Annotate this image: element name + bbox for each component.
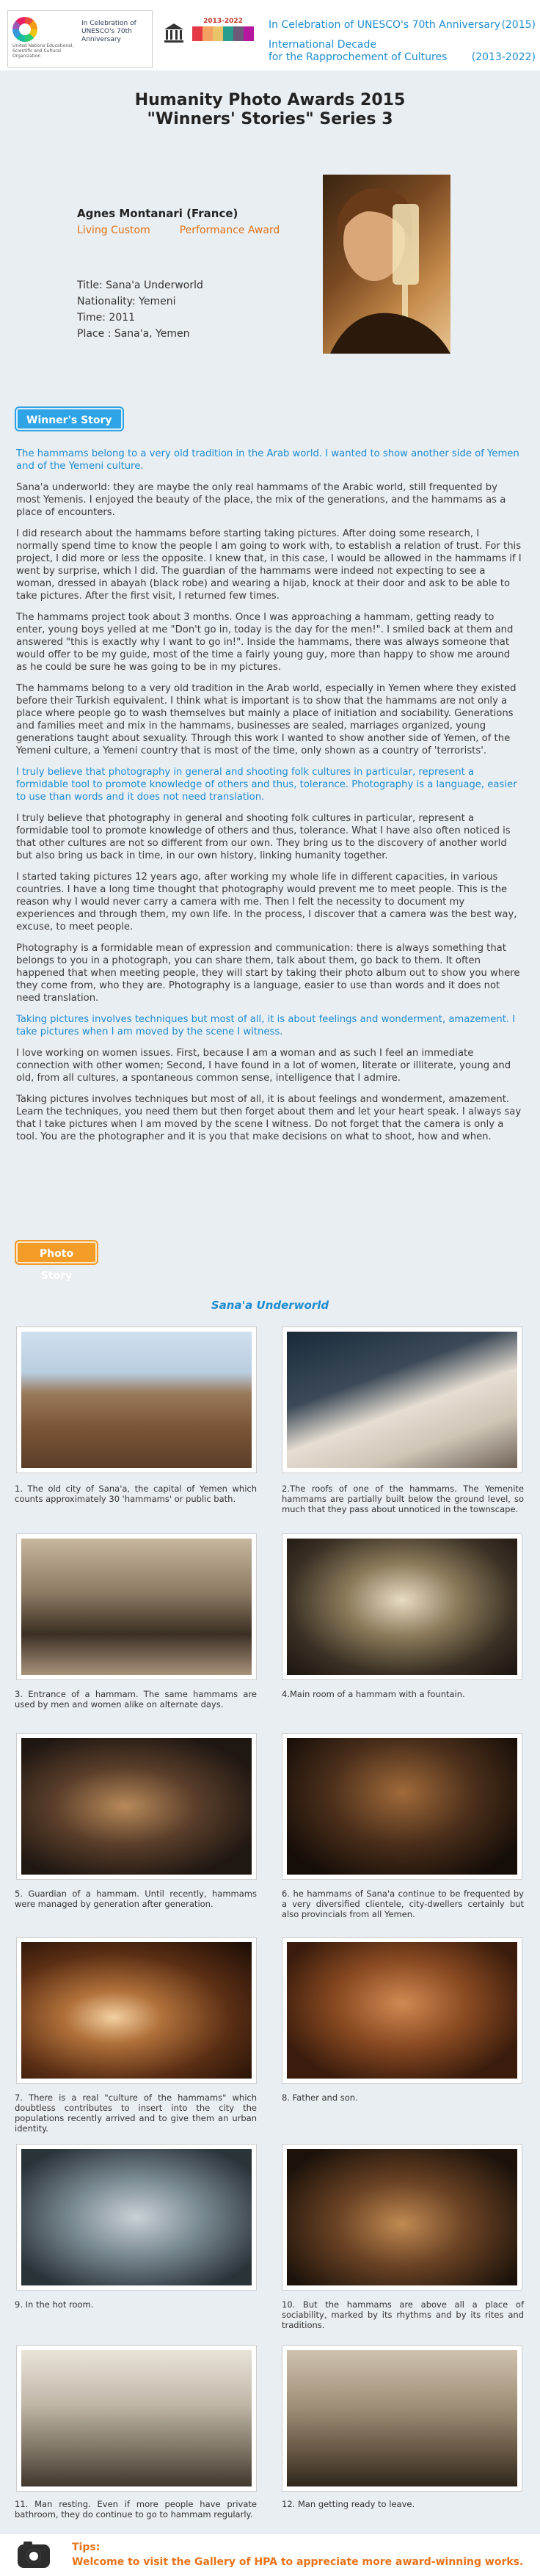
footer: [0, 2534, 540, 2576]
caption-12: 12. Man getting ready to leave.: [282, 2499, 415, 2509]
meta-nationality: Nationality: Yemeni: [77, 296, 176, 307]
story-paragraph: I truly believe that photography in general and shooting folk cultures in particular, represent a formidable tool to promote knowledge of others and thus, tolerance. What I have also often noticed is that other cultures are not so different from our own. They bring us to the discovery of another world but also bring us back in time, in our own history, linking humanity together.: [16, 813, 511, 861]
caption-11: 11. Man resting. Even if more people have private bathroom, they do continue to go to hammam regularly.: [15, 2499, 257, 2520]
caption-3: 3. Entrance of a hammam. The same hammams are used by men and women alike on alternate days.: [15, 1689, 257, 1710]
gallery-photo-4: [282, 1533, 522, 1680]
header: [0, 0, 540, 70]
story-quote: Taking pictures involves techniques but most of all, it is about feelings and wonderment, amazement. I take pictures when I am moved by the scene I witness.: [16, 1014, 516, 1037]
page-title: [0, 91, 540, 129]
photo-meta: [77, 277, 203, 342]
story-paragraph: Sana'a underworld: they are maybe the only real hammams of the Arabic world, still frequented by most Yemenis. I enjoyed the beauty of the place, the mix of the generations, and the hammams as a place of encounters.: [16, 482, 506, 518]
award-name: Performance Award: [179, 225, 280, 236]
camera-icon: [18, 2544, 50, 2568]
unesco-anniversary-logo: [7, 10, 153, 67]
story-intro: The hammams belong to a very old tradition in the Arab world. I wanted to show another side of Yemen and of the Yemeni culture.: [16, 448, 519, 472]
color-wheel-icon: [12, 17, 37, 42]
story-quote: I truly believe that photography in general and shooting folk cultures in particular, represent a formidable tool to promote knowledge of others and thus, tolerance. Photography is a language, easier to use than words and it does not need translation.: [16, 767, 517, 803]
celebration-text: [269, 19, 536, 64]
story-paragraph: I did research about the hammams before starting taking pictures. After doing some research, I normally spend time to know the people I am going to work with, to establish a relation of trust. For this project, I did more or less the opposite. I knew that, in this case, I would be allowed in the hammams if I went by surprise, which I did. The guardian of the hammams were indeed not expecting to see a woman, dressed in abayah (black robe) and wearing a hijab, knock at their door and ask to be able to take pictures. After the first visit, I returned few times.: [16, 528, 522, 602]
title-line2: "Winners' Stories" Series 3: [147, 110, 393, 128]
award-category: Living Custom: [77, 225, 150, 236]
meta-title: Title: Sana'a Underworld: [77, 280, 203, 291]
caption-6: 6. he hammams of Sana'a continue to be frequented by a very diversified clientele, city-dwellers certainly but also provincials from all Yemen.: [282, 1889, 524, 1919]
gallery-photo-8: [282, 1937, 522, 2084]
story-paragraph: Photography is a formidable mean of expression and communication: there is always something that belongs to you in a photograph, you can share them, talk about them, go back to them. It often happened that when meeting people, they will start by taking their photo album out to show you where they come from, who they are. Photography is a language, easier to use than words and it does not need translation.: [16, 943, 520, 1004]
meta-time: Time: 2011: [77, 312, 136, 324]
gallery-photo-12: [282, 2345, 522, 2492]
gallery-title: Sana'a Underworld: [211, 1299, 329, 1312]
story-paragraph: I started taking pictures 12 years ago, after working my whole life in different capacities, in various countries. I have a long time thought that photography would prevent me to meet people. This is the reason why I would never carry a camera with me. Then I felt the necessity to document my experiences and through them, my own life. In the process, I discover that a camera was the best way, excuse, to meet people.: [16, 872, 517, 933]
awards: [77, 225, 280, 236]
gallery-photo-3: [16, 1533, 257, 1680]
caption-1: 1. The old city of Sana'a, the capital of Yemen which counts approximately 30 'hammams' or public bath.: [15, 1484, 257, 1504]
caption-8: 8. Father and son.: [282, 2092, 358, 2103]
title-line1: Humanity Photo Awards 2015: [134, 91, 406, 109]
story-paragraph: The hammams project took about 3 months. Once I was approaching a hammam, getting ready to enter, young boys yelled at me "Don't go in, today is the day for the men!". I smiled back at them and answered "this is exactly why I want to go in!". Inside the hammams, there was always someone that would offer to be my guide, most of the time a fairly young guy, more than happy to show me around as he could be sure he was going to be in my pictures.: [16, 612, 514, 673]
celebration-line1: In Celebration of UNESCO's 70th Anniversary: [269, 19, 501, 31]
celebration-year: (2015): [501, 19, 536, 31]
decade-color-bars: [192, 26, 254, 41]
celebration-line2b: for the Rapprochement of Cultures: [269, 51, 448, 63]
unesco-temple-icon: [163, 22, 185, 44]
winners-story-label: Winner's Story: [16, 408, 123, 430]
tips-text[interactable]: Welcome to visit the Gallery of HPA to appreciate more award-winning works.: [72, 2556, 524, 2568]
caption-10: 10. But the hammams are above all a place of sociability, marked by its rhythms and by its rites and traditions.: [282, 2299, 524, 2330]
story-text: [16, 448, 524, 1152]
gallery-photo-10: [282, 2144, 522, 2291]
artist-name: Agnes Montanari (France): [77, 207, 238, 220]
celebration-years2: (2013-2022): [471, 51, 536, 63]
gallery-photo-6: [282, 1733, 522, 1880]
caption-2: 2.The roofs of one of the hammams. The Yemenite hammams are partially built below the ground level, so much that they pass about unnoticed in the townscape.: [282, 1484, 524, 1514]
caption-5: 5. Guardian of a hammam. Until recently, hammams were managed by generation after generation.: [15, 1889, 257, 1909]
decade-logo: [192, 18, 254, 50]
celebration-line2a: International Decade: [269, 39, 376, 51]
artist-portrait: [323, 175, 450, 354]
gallery-photo-2: [282, 1327, 522, 1473]
caption-4: 4.Main room of a hammam with a fountain.: [282, 1689, 465, 1699]
story-paragraph: I love working on women issues. First, because I am a woman and as such I feel an immediate connection with other women; Second, I have found in a lot of women, literate or illiterate, young and old, from all cultures, a spontaneous common sense, intelligence that I admire.: [16, 1048, 511, 1084]
caption-9: 9. In the hot room.: [15, 2299, 94, 2310]
gallery-photo-7: [16, 1937, 257, 2084]
logo-small-text: United Nations Educational, Scientific and Cultural Organization: [12, 43, 74, 59]
meta-place: Place : Sana'a, Yemen: [77, 328, 190, 340]
gallery-photo-11: [16, 2345, 257, 2492]
decade-years: 2013-2022: [203, 18, 243, 25]
photo-story-label: Photo Story: [16, 1241, 97, 1263]
gallery-photo-1: [16, 1327, 257, 1473]
story-paragraph: The hammams belong to a very old tradition in the Arab world, especially in Yemen where they existed before their Turkish equivalent. I think what is important is to show that the hammams are not only a place where people go to wash themselves but mainly a place of initiation and sociability. Generations and families meet and mix in the hammams, businesses are sealed, marriages organized, young generations taught about sexuality. Through this work I wanted to show another side of Yemen, of the Yemeni culture, a Yemeni country that is most of the time, only shown as a country of 'terrorists'.: [16, 683, 517, 756]
caption-7: 7. There is a real "culture of the hammams" which doubtless contributes to insert into the city the populations recently arrived and to give them an urban identity.: [15, 2092, 257, 2134]
logo-anniversary-text: In Celebration of UNESCO's 70th Anniversary: [81, 20, 136, 43]
gallery-photo-5: [16, 1733, 257, 1880]
story-paragraph: Taking pictures involves techniques but most of all, it is about feelings and wonderment, amazement. Learn the techniques, you need them but then forget about them and let your heart speak. I always say that I take pictures when I am moved by the scene I witness. Do not forget that the camera is only a tool. You are the photographer and it is you that make decisions on what to shoot, how and when.: [16, 1094, 522, 1142]
gallery-photo-9: [16, 2144, 257, 2291]
tips-label: Tips:: [72, 2542, 101, 2553]
